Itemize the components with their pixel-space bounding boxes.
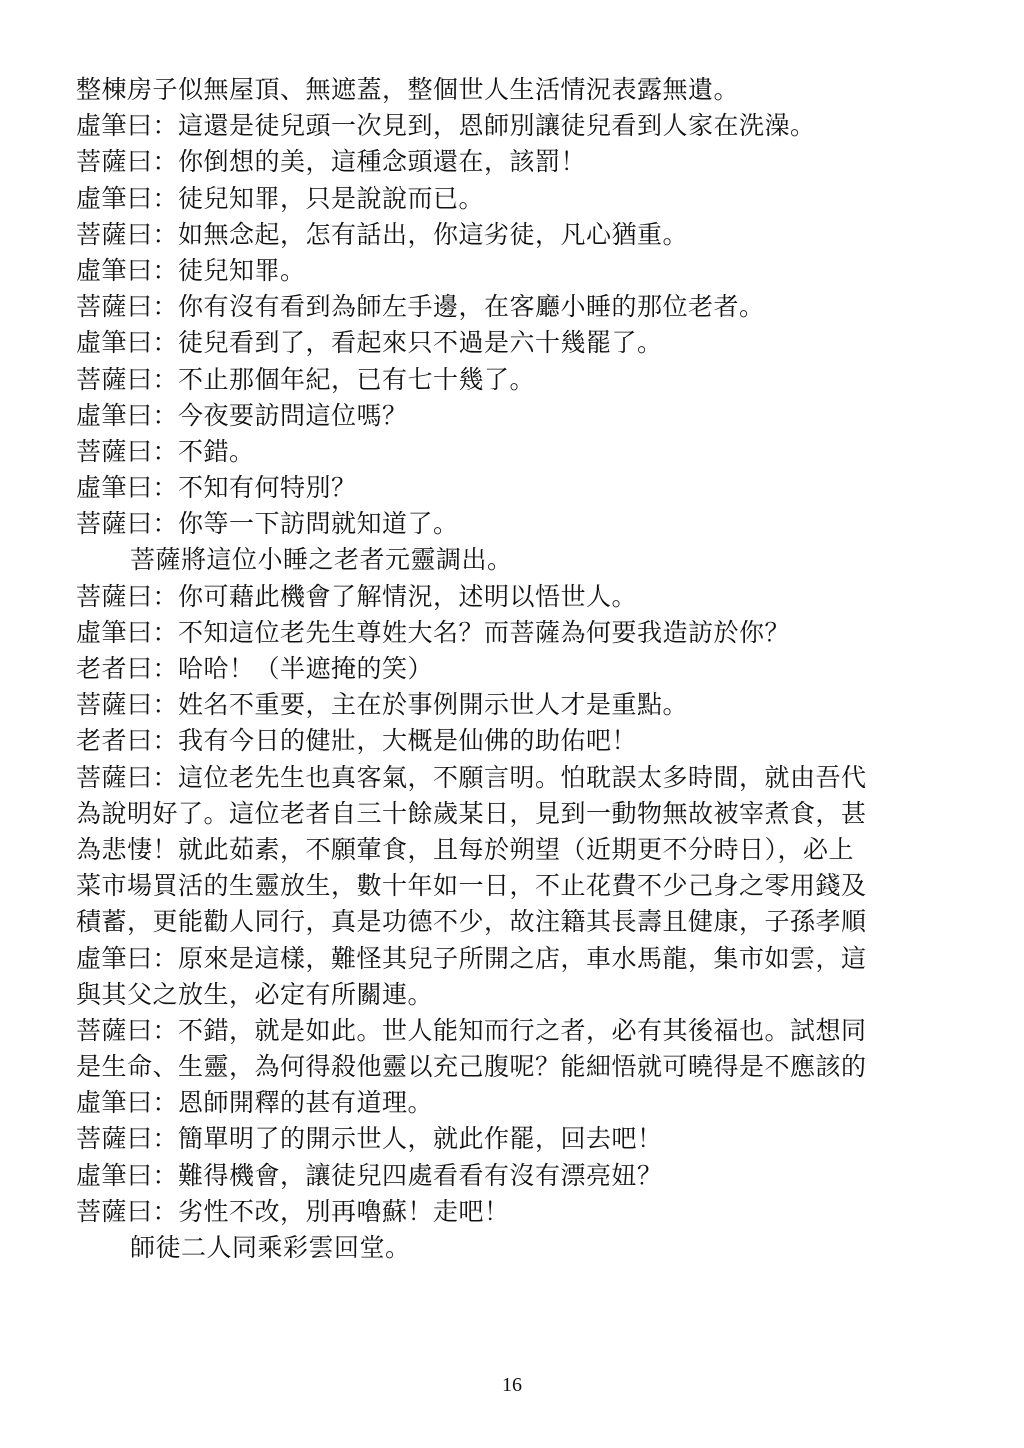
text-line: 虛筆曰：徒兒看到了，看起來只不過是六十幾罷了。 bbox=[76, 328, 663, 358]
text-line: 虛筆曰：原來是這樣，難怪其兒子所開之店，車水馬龍，集市如雲，這 bbox=[76, 943, 867, 973]
text-line: 菩薩曰：你可藉此機會了解情況，述明以悟世人。 bbox=[76, 581, 638, 611]
text-line: 虛筆曰：不知有何特別？ bbox=[76, 473, 357, 503]
text-line: 虛筆曰：今夜要訪問這位嗎？ bbox=[76, 400, 408, 430]
text-line: 虛筆曰：恩師開釋的甚有道理。 bbox=[76, 1088, 434, 1118]
text-line: 菩薩曰：簡單明了的開示世人，就此作罷，回去吧！ bbox=[76, 1124, 663, 1154]
document-body bbox=[76, 72, 930, 1266]
text-line: 與其父之放生，必定有所關連。 bbox=[76, 979, 434, 1009]
text-line: 虛筆曰：徒兒知罪。 bbox=[76, 255, 306, 285]
text-line: 菩薩曰：這位老先生也真客氣，不願言明。怕耽誤太多時間，就由吾代 bbox=[76, 762, 867, 792]
narration-line: 師徒二人同乘彩雲回堂。 bbox=[130, 1233, 411, 1262]
text-line: 菩薩曰：不止那個年紀，已有七十幾了。 bbox=[76, 364, 536, 394]
text-line: 菩薩曰：劣性不改，別再嚕蘇！走吧！ bbox=[76, 1196, 510, 1226]
text-line: 老者曰：哈哈！（半遮掩的笑） bbox=[76, 654, 434, 683]
text-line: 菩薩曰：如無念起，怎有話出，你這劣徒，凡心猶重。 bbox=[76, 219, 689, 249]
text-line: 老者曰：我有今日的健壯，大概是仙佛的助佑吧！ bbox=[76, 726, 638, 756]
text-line: 菩薩曰：姓名不重要，主在於事例開示世人才是重點。 bbox=[76, 690, 689, 720]
text-line: 虛筆曰：難得機會，讓徒兒四處看看有沒有漂亮妞？ bbox=[76, 1160, 663, 1190]
text-line: 為說明好了。這位老者自三十餘歲某日，見到一動物無故被宰煮食，甚 bbox=[76, 798, 867, 828]
text-line: 是生命、生靈，為何得殺他靈以充己腹呢？能細悟就可曉得是不應該的 bbox=[76, 1052, 867, 1082]
text-line: 虛筆曰：這還是徒兒頭一次見到，恩師別讓徒兒看到人家在洗澡。 bbox=[76, 111, 816, 141]
text-line: 虛筆曰：徒兒知罪，只是說說而已。 bbox=[76, 183, 485, 213]
page-number: 16 bbox=[502, 1374, 522, 1396]
text-line: 菩薩曰：不錯，就是如此。世人能知而行之者，必有其後福也。試想同 bbox=[76, 1015, 867, 1045]
text-line: 為悲悽！就此茹素，不願葷食，且每於朔望（近期更不分時日），必上 bbox=[76, 834, 855, 864]
text-line: 菩薩曰：你倒想的美，這種念頭還在，該罰！ bbox=[76, 147, 587, 177]
text-line: 整棟房子似無屋頂、無遮蓋，整個世人生活情況表露無遺。 bbox=[76, 75, 740, 104]
text-line: 菩薩曰：不錯。 bbox=[76, 436, 255, 466]
text-line: 菩薩曰：你有沒有看到為師左手邊，在客廳小睡的那位老者。 bbox=[76, 292, 765, 322]
narration-line: 菩薩將這位小睡之老者元靈調出。 bbox=[130, 545, 513, 575]
text-line: 虛筆曰：不知這位老先生尊姓大名？而菩薩為何要我造訪於你？ bbox=[76, 617, 791, 647]
text-line: 菜市場買活的生靈放生，數十年如一日，不止花費不少己身之零用錢及 bbox=[76, 871, 867, 901]
text-line: 積蓄，更能勸人同行，真是功德不少，故注籍其長壽且健康，子孫孝順 bbox=[76, 907, 867, 937]
text-line: 菩薩曰：你等一下訪問就知道了。 bbox=[76, 509, 459, 539]
